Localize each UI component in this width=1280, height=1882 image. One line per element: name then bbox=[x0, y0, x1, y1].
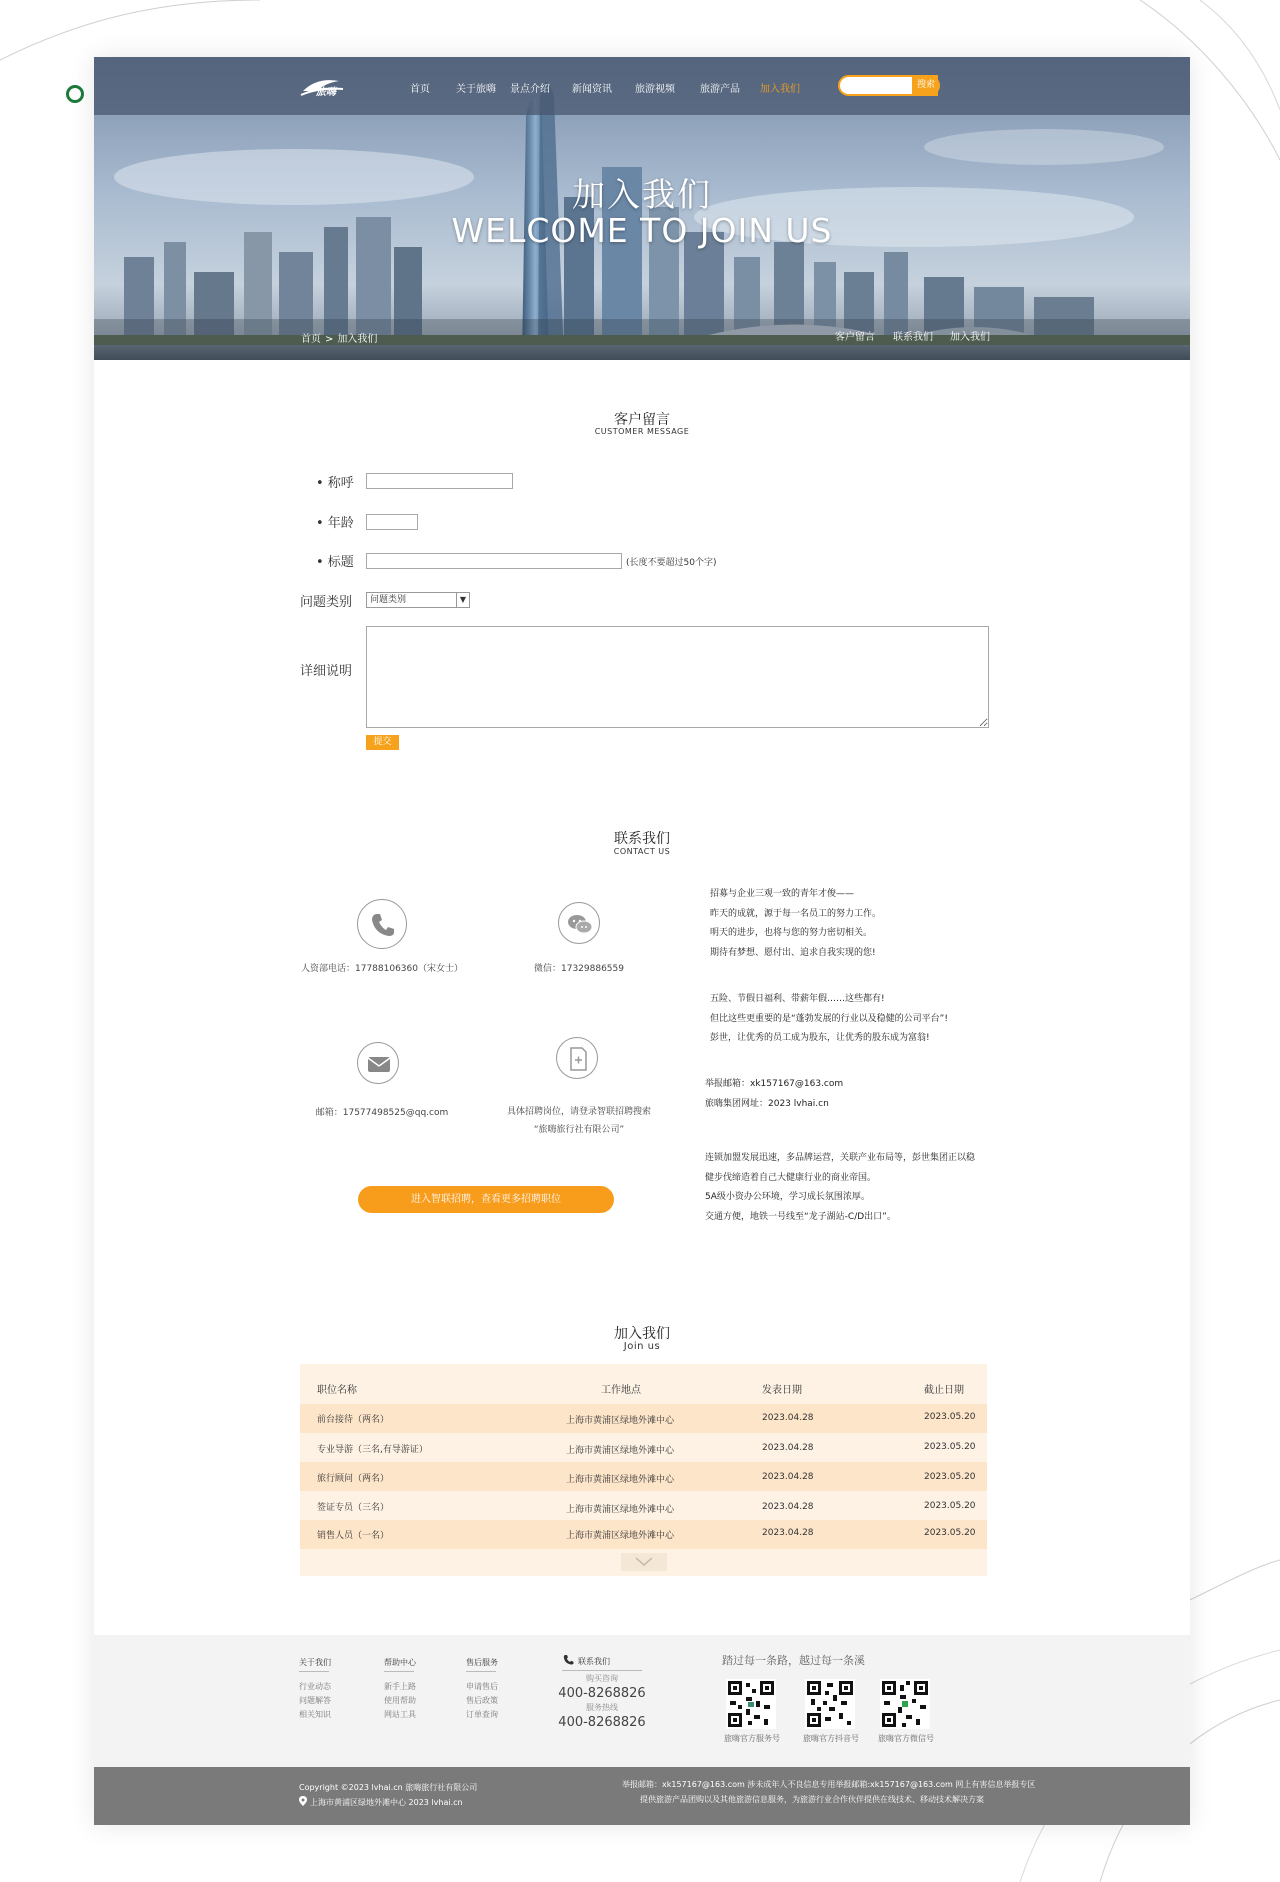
nav-join-us[interactable]: 加入我们 bbox=[760, 84, 800, 95]
table-row[interactable] bbox=[300, 1520, 987, 1549]
qr-code-service bbox=[726, 1679, 776, 1729]
hero-subtitle: WELCOME TO JOIN US bbox=[451, 211, 833, 250]
purchase-phone: 400-8268826 bbox=[558, 1686, 646, 1701]
nav-products[interactable]: 旅游产品 bbox=[700, 84, 740, 95]
breadcrumb-home[interactable]: 首页 bbox=[301, 334, 321, 345]
header-post-date: 发表日期 bbox=[762, 1385, 802, 1396]
table-row[interactable] bbox=[300, 1433, 987, 1462]
job-location: 上海市黄浦区绿地外滩中心 bbox=[566, 1416, 675, 1426]
recruit-paragraph-4 bbox=[705, 1149, 975, 1227]
chevron-down-icon bbox=[621, 1553, 667, 1571]
report-text: 举报邮箱：xk157167@163.com 涉未成年人不良信息专用举报邮箱:xk157167@163.com 网上有害信息举报专区 bbox=[622, 1780, 1036, 1789]
paragraph-line: 举报邮箱：xk157167@163.com bbox=[705, 1079, 844, 1089]
job-deadline: 2023.05.20 bbox=[924, 1472, 976, 1482]
header-location: 工作地点 bbox=[601, 1385, 641, 1396]
decorative-ring bbox=[66, 85, 84, 103]
subnav-message[interactable]: 客户留言 bbox=[835, 332, 875, 343]
nav-home[interactable]: 首页 bbox=[410, 84, 430, 95]
job-post-date: 2023.04.28 bbox=[762, 1472, 814, 1482]
subnav-contact[interactable]: 联系我们 bbox=[893, 332, 933, 343]
service-description-text: 提供旅游产品团购以及其他旅游信息服务，为旅游行业合作伙伴提供在线技术、移动技术解决方案 bbox=[640, 1795, 984, 1804]
category-select[interactable] bbox=[366, 592, 470, 608]
job-location: 上海市黄浦区绿地外滩中心 bbox=[566, 1531, 675, 1541]
message-section-title: 客户留言 bbox=[614, 412, 670, 428]
service-phone: 400-8268826 bbox=[558, 1715, 646, 1730]
paragraph-line: 健步伐缔造着自己大健康行业的商业帝国。 bbox=[705, 1172, 877, 1183]
recruit-paragraph-3 bbox=[705, 1075, 843, 1114]
service-label: 服务热线 bbox=[586, 1703, 618, 1712]
job-location: 上海市黄浦区绿地外滩中心 bbox=[566, 1446, 675, 1456]
nav-attractions[interactable]: 景点介绍 bbox=[510, 84, 550, 95]
breadcrumb bbox=[301, 330, 381, 345]
header-deadline: 截止日期 bbox=[924, 1385, 964, 1396]
location-pin-icon bbox=[299, 1796, 307, 1806]
document-icon bbox=[556, 1037, 598, 1079]
expand-more-button[interactable] bbox=[621, 1553, 667, 1571]
job-title: 专业导游（三名,有导游证） bbox=[317, 1445, 428, 1455]
wechat-text: 微信：17329886559 bbox=[534, 964, 624, 974]
category-label: 问题类别 bbox=[300, 595, 353, 610]
breadcrumb-separator: > bbox=[325, 334, 334, 345]
hero-title: 加入我们 bbox=[572, 175, 712, 214]
top-navbar bbox=[94, 57, 1190, 115]
paragraph-line: 五险、节假日福利、带薪年假……这些都有! bbox=[710, 994, 885, 1004]
table-row[interactable] bbox=[300, 1404, 987, 1433]
recruit-paragraph-2 bbox=[710, 990, 948, 1049]
phone-icon bbox=[563, 1654, 574, 1665]
job-deadline: 2023.05.20 bbox=[924, 1442, 976, 1452]
submit-button[interactable]: 提交 bbox=[366, 735, 399, 750]
detail-label: 详细说明 bbox=[300, 664, 353, 679]
subject-hint: (长度不要超过50个字) bbox=[626, 558, 717, 568]
qr-label-douyin: 旅嗨官方抖音号 bbox=[803, 1734, 859, 1743]
footer-link[interactable]: 使用帮助 bbox=[384, 1696, 416, 1705]
search-button[interactable]: 搜索 bbox=[912, 75, 940, 96]
footer-link[interactable]: 订单查询 bbox=[466, 1710, 498, 1719]
job-post-date: 2023.04.28 bbox=[762, 1413, 814, 1423]
footer-col-service-title: 售后服务 bbox=[466, 1658, 498, 1667]
subnav-join[interactable]: 加入我们 bbox=[950, 332, 990, 343]
chevron-down-icon[interactable]: ▼ bbox=[456, 593, 469, 607]
mail-icon bbox=[357, 1042, 399, 1084]
paragraph-line: 但比这些更重要的是“蓬勃发展的行业以及稳健的公司平台”! bbox=[710, 1013, 948, 1024]
footer-link[interactable]: 行业动态 bbox=[299, 1682, 331, 1691]
recruit-text-line2: “旅嗨旅行社有限公司” bbox=[533, 1125, 625, 1135]
paragraph-line: 连锁加盟发展迅速，多品牌运营，关联产业布局等，彭世集团正以稳 bbox=[705, 1153, 976, 1163]
job-post-date: 2023.04.28 bbox=[762, 1528, 814, 1538]
jobs-table bbox=[300, 1364, 987, 1576]
paragraph-line: 旅嗨集团网址：2023 lvhai.cn bbox=[705, 1098, 829, 1109]
header-position: 职位名称 bbox=[317, 1385, 357, 1396]
job-deadline: 2023.05.20 bbox=[924, 1501, 976, 1511]
footer-slogan: 踏过每一条路，越过每一条溪 bbox=[722, 1654, 865, 1667]
breadcrumb-current: 加入我们 bbox=[337, 334, 378, 345]
address-text: 上海市黄浦区绿地外滩中心 2023 lvhai.cn bbox=[310, 1798, 463, 1807]
paragraph-line: 期待有梦想、愿付出、追求自我实现的您! bbox=[710, 947, 876, 958]
job-title: 旅行顾问（两名） bbox=[317, 1474, 390, 1484]
nav-videos[interactable]: 旅游视频 bbox=[635, 84, 675, 95]
age-label: • 年龄 bbox=[316, 516, 354, 531]
qr-label-wechat: 旅嗨官方微信号 bbox=[878, 1734, 934, 1743]
contact-section-subtitle: CONTACT US bbox=[613, 847, 671, 856]
paragraph-line: 彭世，让优秀的员工成为股东，让优秀的股东成为富翁! bbox=[710, 1033, 930, 1043]
footer-link[interactable]: 相关知识 bbox=[299, 1710, 331, 1719]
job-title: 签证专员（三名） bbox=[317, 1503, 390, 1513]
paragraph-line: 交通方便，地铁一号线至“龙子湖站-C/D出口”。 bbox=[705, 1211, 896, 1222]
footer-link[interactable]: 售后政策 bbox=[466, 1696, 498, 1705]
job-title: 销售人员（一名） bbox=[317, 1531, 390, 1541]
job-location: 上海市黄浦区绿地外滩中心 bbox=[566, 1475, 675, 1485]
jobs-section-subtitle: Join us bbox=[623, 1341, 661, 1352]
footer-bottom-bar bbox=[94, 1767, 1190, 1825]
job-deadline: 2023.05.20 bbox=[924, 1528, 976, 1538]
paragraph-line: 5A级小资办公环境，学习成长氛围浓厚。 bbox=[705, 1192, 870, 1202]
wechat-icon bbox=[558, 902, 600, 944]
age-input[interactable] bbox=[366, 514, 418, 530]
detail-textarea[interactable] bbox=[366, 626, 989, 728]
qr-code-douyin bbox=[805, 1679, 855, 1729]
subject-input[interactable] bbox=[366, 553, 622, 569]
message-section-subtitle: CUSTOMER MESSAGE bbox=[594, 427, 690, 436]
table-row[interactable] bbox=[300, 1491, 987, 1520]
job-deadline: 2023.05.20 bbox=[924, 1412, 976, 1422]
page bbox=[94, 57, 1190, 1825]
brand-logo-text: 旅嗨 bbox=[316, 87, 336, 98]
hr-phone-text: 人资部电话：17788106360（宋女士） bbox=[301, 964, 463, 974]
contact-section-title: 联系我们 bbox=[614, 831, 670, 847]
hero-bottom-strip bbox=[94, 319, 1190, 360]
qr-code-wechat bbox=[880, 1679, 930, 1729]
footer-col-about-title: 关于我们 bbox=[299, 1658, 331, 1667]
footer-col-help-title: 帮助中心 bbox=[384, 1658, 416, 1667]
footer-link[interactable]: 新手上路 bbox=[384, 1682, 416, 1691]
copyright-text: Copyright ©2023 lvhai.cn 旅嗨旅行社有限公司 bbox=[299, 1783, 478, 1792]
recruit-text-line1: 具体招聘岗位，请登录智联招聘搜索 bbox=[506, 1107, 651, 1117]
jobs-table-header bbox=[300, 1364, 987, 1404]
job-location: 上海市黄浦区绿地外滩中心 bbox=[566, 1505, 675, 1515]
footer-link[interactable]: 申请售后 bbox=[466, 1682, 498, 1691]
phone-icon bbox=[357, 899, 407, 949]
footer-link[interactable]: 问题解答 bbox=[299, 1696, 331, 1705]
footer-link[interactable]: 网站工具 bbox=[384, 1710, 416, 1719]
hero-banner bbox=[94, 57, 1190, 360]
category-selected-value: 问题类别 bbox=[370, 595, 407, 605]
name-input[interactable] bbox=[366, 473, 513, 489]
name-label: • 称呼 bbox=[316, 476, 354, 491]
table-row[interactable] bbox=[300, 1462, 987, 1491]
subject-label: • 标题 bbox=[316, 555, 354, 570]
nav-news[interactable]: 新闻资讯 bbox=[572, 84, 612, 95]
footer-contact-title: 联系我们 bbox=[578, 1657, 610, 1666]
paragraph-line: 昨天的成就，源于每一名员工的努力工作。 bbox=[710, 908, 882, 919]
job-post-date: 2023.04.28 bbox=[762, 1443, 814, 1453]
recruit-paragraph-1 bbox=[710, 885, 881, 963]
purchase-label: 购买咨询 bbox=[586, 1674, 618, 1683]
qr-label-service: 旅嗨官方服务号 bbox=[724, 1734, 780, 1743]
jobs-section-title: 加入我们 bbox=[614, 1326, 670, 1342]
zhilian-recruit-button[interactable]: 进入智联招聘，查看更多招聘职位 bbox=[358, 1186, 614, 1213]
paragraph-line: 明天的进步，也将与您的努力密切相关。 bbox=[710, 928, 873, 938]
email-text: 邮箱：17577498525@qq.com bbox=[315, 1108, 449, 1118]
job-post-date: 2023.04.28 bbox=[762, 1502, 814, 1512]
nav-about[interactable]: 关于旅嗨 bbox=[456, 84, 496, 95]
job-title: 前台接待（两名） bbox=[317, 1415, 390, 1425]
paragraph-line: 招募与企业三观一致的青年才俊—— bbox=[710, 889, 855, 899]
divider bbox=[562, 1670, 642, 1671]
footer bbox=[94, 1635, 1190, 1767]
